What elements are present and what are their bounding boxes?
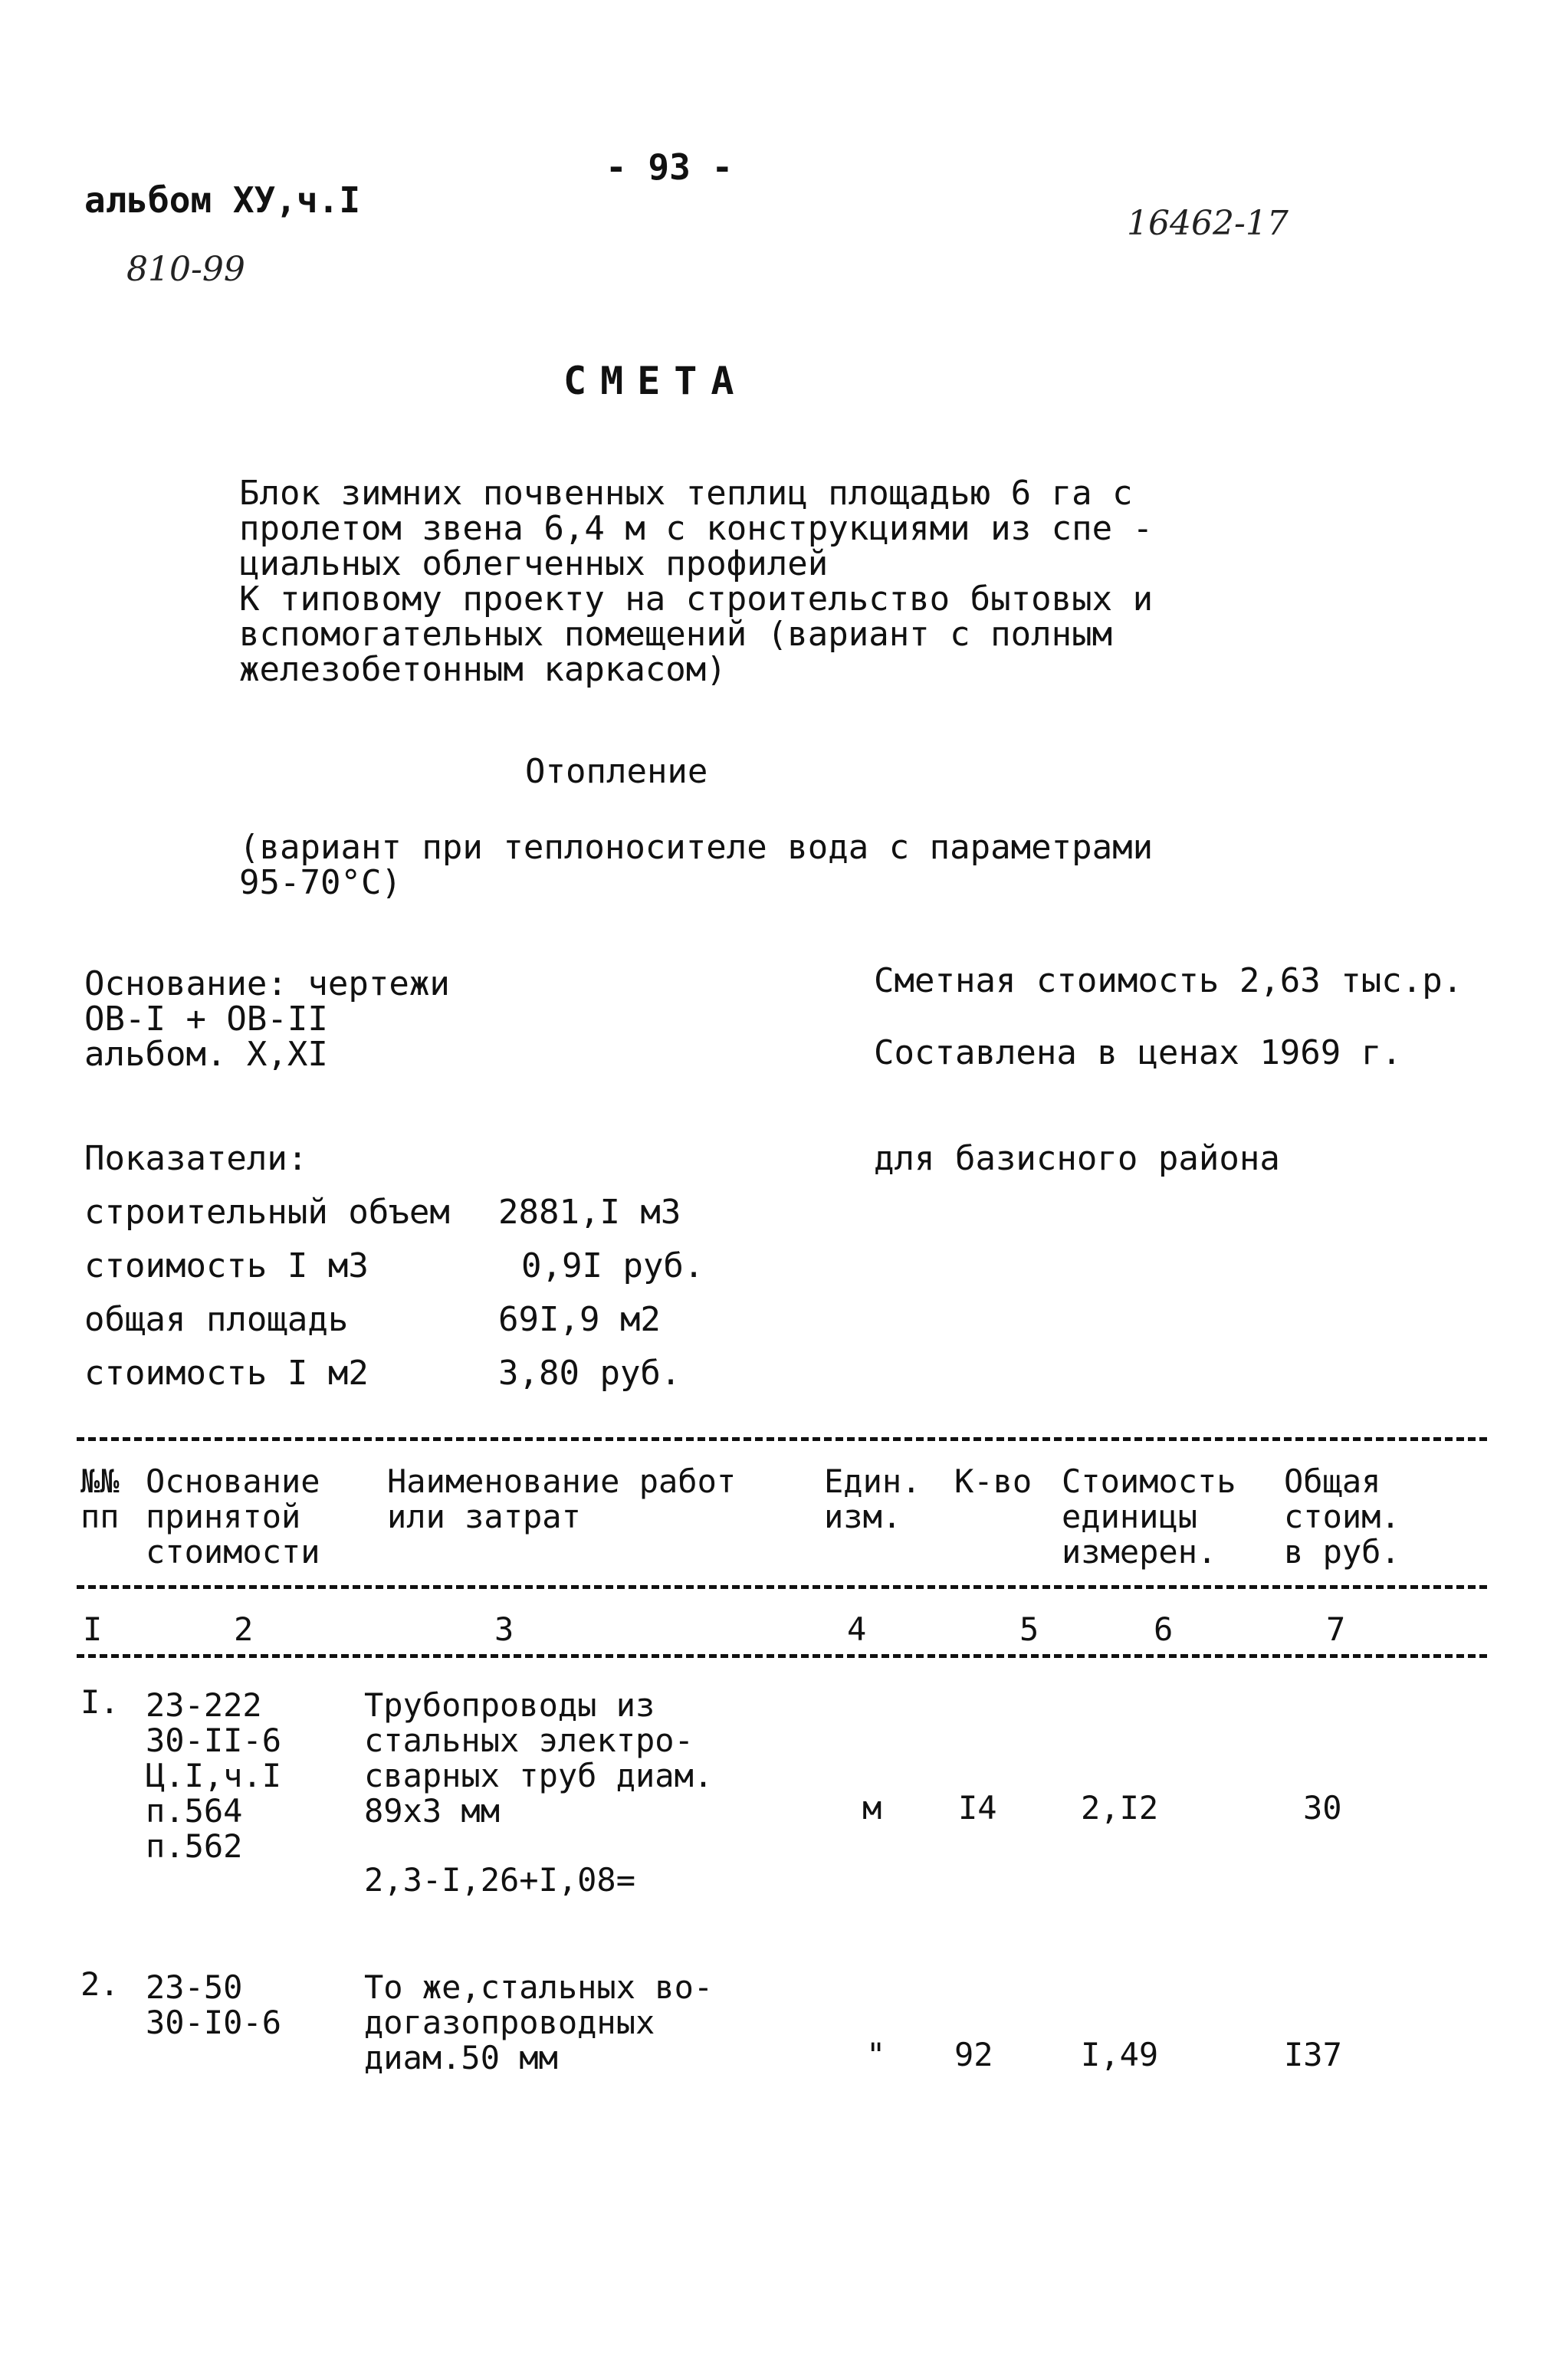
row-basis [146,1686,281,1863]
header-basis-line: принятой [146,1498,301,1535]
header-num [80,1462,120,1533]
header-basis-line: Основание [146,1462,320,1500]
row-name-line: диам.50 мм [364,2039,558,2076]
row-number: 2. [80,1965,120,2003]
row-name [364,1968,713,2074]
row-name-line: 89х3 мм [364,1792,501,1830]
handwritten-code-right: 16462-17 [1127,204,1289,243]
row-total: I37 [1284,2036,1342,2073]
row-formula: 2,3-I,26+I,08= [364,1861,636,1899]
description-line: К типовому проекту на строительство бытовых и [239,579,1154,619]
indicator-label: общая площадь [84,1300,349,1339]
row-name-line: Трубопроводы из [364,1686,655,1724]
header-unit-cost [1062,1462,1236,1571]
estimate-prices: Составлена в ценах 1969 г. [874,1033,1402,1072]
header-unit [824,1462,921,1533]
header-name-line: Наименование работ [387,1462,737,1500]
row-basis-line: п.564 [146,1792,243,1830]
indicator-label: стоимость I м2 [84,1354,369,1393]
indicator-value: 2881,I м3 [498,1193,681,1232]
description-line: Блок зимних почвенных теплиц площадью 6 га с [239,474,1133,513]
handwritten-code-left: 810-99 [126,250,245,289]
basis-line: Основание: чертежи [84,964,450,1003]
header-unit-line: Един. [824,1462,921,1500]
section-subtitle-line: (вариант при теплоносителе вода с параметрами [239,828,1154,867]
header-total-line: стоим. [1284,1498,1400,1535]
row-name-line: догазопроводных [364,2004,655,2041]
row-basis-line: 30-II-6 [146,1722,282,1759]
header-basis-line: стоимости [146,1533,320,1571]
description-line: вспомогательных помещений (вариант с полным [239,615,1113,654]
indicator-label: строительный объем [84,1193,450,1232]
description-line: пролетом звена 6,4 м с конструкциями из спе - [239,509,1154,548]
row-basis-line: п.562 [146,1827,243,1865]
row-basis-line: Ц.I,ч.I [146,1757,282,1794]
header-unit-cost-line: измерен. [1062,1533,1217,1571]
row-basis-line: 23-50 [146,1968,243,2006]
column-number: I [83,1610,103,1648]
row-name-line: То же,стальных во- [364,1968,714,2006]
estimate-cost: Сметная стоимость 2,63 тыс.р. [874,961,1463,1000]
document-title: СМЕТА [563,359,748,403]
header-unit-cost-line: единицы [1062,1498,1198,1535]
column-number: 2 [234,1610,254,1648]
description-block [239,474,1154,689]
row-basis-line: 23-222 [146,1686,262,1724]
description-line: железобетонным каркасом) [239,650,727,689]
row-unit-cost: 2,I2 [1081,1789,1159,1827]
indicators-title: Показатели: [84,1139,308,1178]
page-number: - 93 - [606,146,734,188]
row-number: I. [80,1683,120,1721]
header-total-line: в руб. [1284,1533,1400,1571]
row-name [364,1686,714,1830]
column-number: 3 [494,1610,514,1648]
header-qty [954,1462,1032,1498]
header-qty-line: К-во [954,1462,1033,1500]
section-subtitle-line: 95-70°С) [239,863,402,902]
indicator-value: 3,80 руб. [498,1354,681,1393]
column-number: 5 [1019,1610,1039,1648]
header-unit-line: изм. [824,1498,902,1535]
indicator-label: стоимость I м3 [84,1246,369,1285]
estimate-region: для базисного района [874,1139,1280,1178]
column-number: 4 [847,1610,867,1648]
header-unit-cost-line: Стоимость [1062,1462,1236,1500]
row-unit-cost: I,49 [1081,2036,1159,2073]
description-line: циальных облегченных профилей [239,544,829,583]
column-number: 6 [1154,1610,1174,1648]
row-name-line: сварных труб диам. [364,1757,714,1794]
indicator-value: 0,9I руб. [521,1246,704,1285]
row-qty: I4 [958,1789,997,1827]
table-top-rule [77,1437,1487,1441]
table-colnum-rule [77,1654,1487,1658]
row-unit: " [866,2036,886,2073]
header-basis [146,1462,320,1571]
header-num-line: №№ [80,1462,120,1500]
header-name-line: или затрат [387,1498,581,1535]
column-number: 7 [1326,1610,1346,1648]
row-total: 30 [1303,1789,1342,1827]
basis-line: ОВ-I + ОВ-II [84,1000,328,1039]
header-num-line: пп [80,1498,120,1535]
row-qty: 92 [954,2036,993,2073]
album-reference: альбом ХУ,ч.I [84,179,361,221]
section-title: Отопление [525,752,708,791]
row-unit: м [862,1789,882,1827]
header-total [1284,1462,1400,1571]
header-name [387,1462,736,1533]
basis-line: альбом. Х,ХI [84,1035,328,1074]
basis-block [84,964,450,1074]
table-header-rule [77,1585,1487,1589]
row-name-line: стальных электро- [364,1722,694,1759]
indicator-value: 69I,9 м2 [498,1300,661,1339]
section-subtitle [239,828,1154,902]
header-total-line: Общая [1284,1462,1381,1500]
row-basis [146,1968,281,2039]
row-basis-line: 30-I0-6 [146,2004,282,2041]
